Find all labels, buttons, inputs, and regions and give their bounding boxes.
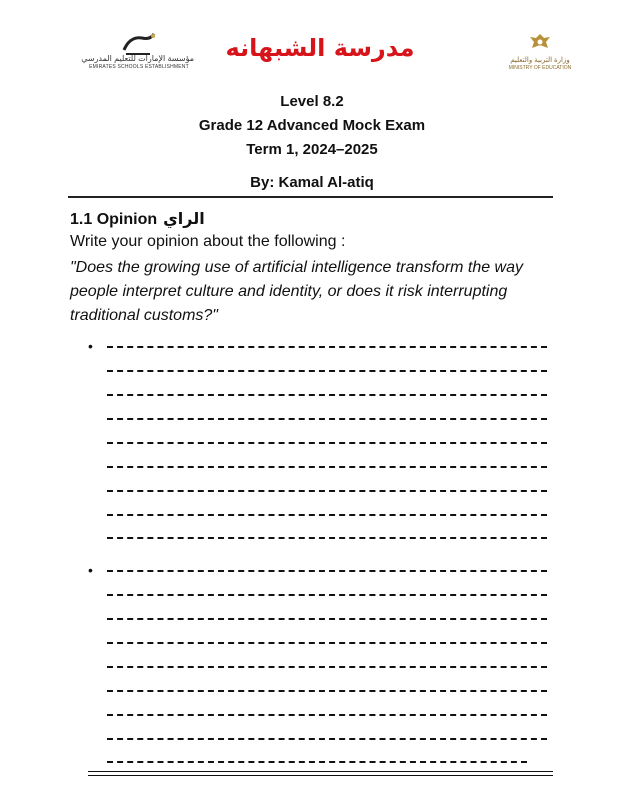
answer-line[interactable] xyxy=(107,690,547,692)
uae-emblem-icon xyxy=(528,32,552,56)
instruction-text: Write your opinion about the following : xyxy=(70,233,346,250)
answer-line[interactable] xyxy=(107,714,547,716)
answer-line[interactable] xyxy=(107,537,547,539)
emirates-schools-logo xyxy=(81,32,194,74)
section-number-title: 1.1 Opinion xyxy=(70,211,158,228)
answer-line[interactable] xyxy=(107,666,547,668)
exam-title: Grade 12 Advanced Mock Exam xyxy=(198,117,426,134)
emirates-schools-english-name: EMIRATES SCHOOLS ESTABLISHMENT xyxy=(89,64,189,70)
answer-line[interactable] xyxy=(107,418,547,420)
footer-divider xyxy=(88,771,553,772)
section-title xyxy=(70,209,205,229)
answer-line[interactable] xyxy=(107,570,547,572)
answer-line[interactable] xyxy=(107,394,547,396)
answer-line[interactable] xyxy=(107,642,547,644)
answer-line[interactable] xyxy=(107,761,527,763)
answer-line[interactable] xyxy=(107,346,547,348)
exam-level: Level 8.2 xyxy=(280,93,344,110)
section-arabic-title: الراي xyxy=(163,211,205,228)
taaleem-logo-mark-icon xyxy=(120,32,160,56)
school-name: مدرسة الشبهانه xyxy=(225,34,415,62)
emirates-schools-arabic-name: مؤسسة الإمارات للتعليم المدرسي xyxy=(81,54,194,63)
answer-line[interactable] xyxy=(107,618,547,620)
answer-line[interactable] xyxy=(107,594,547,596)
bullet-marker: • xyxy=(88,338,93,354)
exam-author: By: Kamal Al-atiq xyxy=(250,174,374,191)
ministry-of-education-logo xyxy=(500,32,580,72)
ministry-english-name: MINISTRY OF EDUCATION xyxy=(508,65,572,71)
answer-line[interactable] xyxy=(107,466,547,468)
answer-line[interactable] xyxy=(107,370,547,372)
footer-divider xyxy=(88,775,553,776)
answer-line[interactable] xyxy=(107,738,547,740)
opinion-prompt: "Does the growing use of artificial intelligence transform the way people interpret culture and identity, or does it risk interrupting traditional customs?" xyxy=(70,259,524,324)
answer-line[interactable] xyxy=(107,442,547,444)
exam-term: Term 1, 2024–2025 xyxy=(246,141,378,158)
answer-line[interactable] xyxy=(107,490,547,492)
answer-line[interactable] xyxy=(107,514,547,516)
ministry-arabic-name: وزارة التربية والتعليم xyxy=(510,57,570,64)
header-divider xyxy=(68,196,553,198)
bullet-marker: • xyxy=(88,562,93,578)
